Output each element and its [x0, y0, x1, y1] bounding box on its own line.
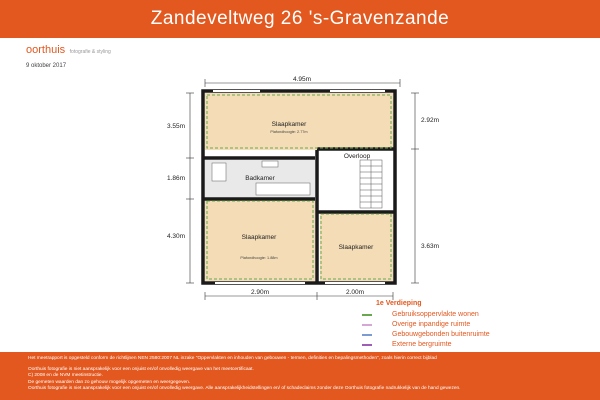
- dim-left-top: 3.55m: [166, 123, 186, 130]
- label-slaapkamer-right: Slaapkamer: [338, 244, 374, 251]
- dim-left-bottom: 4.30m: [166, 233, 186, 240]
- dim-bottom-left: 2.90m: [250, 289, 270, 296]
- footer-banner: [0, 352, 600, 400]
- footer-line-1: Het meetrapport is opgesteld conform de richtlijnen NEN 2580:2007 NL inzake "Oppervlakten en inhouden van gebouwen - termen, definities en bepalingsmethoden", zoals hierin correct bijblad: [28, 356, 437, 361]
- footer-line-2: Oorthuis fotografie is niet aansprakelijk voor een onjuist en/of onvolledig weergave van het meetcertificaat.: [28, 367, 254, 372]
- dim-top-width: 4.95m: [292, 76, 312, 83]
- legend-label-0: Gebruiksoppervlakte wonen: [392, 311, 479, 318]
- dim-right-bottom: 3.63m: [420, 243, 440, 250]
- page-title: Zandeveltweg 26 's-Gravenzande: [150, 8, 450, 29]
- legend-swatch-3: [362, 344, 372, 346]
- dim-left-mid: 1.86m: [166, 175, 186, 182]
- legend-swatch-1: [362, 324, 372, 326]
- date-label: 9 oktober 2017: [26, 63, 67, 69]
- legend-item-bergruimte: [356, 341, 596, 351]
- legend-label-3: Externe bergruimte: [392, 341, 452, 348]
- legend: [356, 300, 596, 351]
- label-slaapkamer-top-height: Plafondhoogte: 2.77m: [270, 130, 308, 134]
- logo-brand: oorthuis: [26, 44, 66, 56]
- legend-label-1: Overige inpandige ruimte: [392, 321, 471, 328]
- footer-line-3: C) 2008 en de NVM meetinstructie.: [28, 373, 103, 378]
- label-slaapkamer-top: Slaapkamer: [271, 121, 307, 128]
- legend-floor-label: 1e Verdieping: [376, 300, 422, 307]
- legend-item-buitenruimte: [356, 331, 596, 341]
- label-overloop: Overloop: [343, 153, 371, 160]
- label-slaapkamer-left: Slaapkamer: [241, 234, 277, 241]
- legend-swatch-2: [362, 334, 372, 336]
- footer-line-4: De gemeten waarden dan zo gehouw mogelijk opgemeten en weergegeven.: [28, 380, 191, 385]
- logo-tagline: fotografie & styling: [69, 49, 111, 55]
- legend-label-2: Gebouwgebonden buitenruimte: [392, 331, 490, 338]
- footer-line-5: Oorthuis fotografie is niet aansprakelijk voor een onjuist en/of onvolledig weergave. Alle aansprakelijkheidstellingen en/ of schadeclaims zonder deze Oorthuis fotografie nadrukkelijk van de hand gewezen.: [28, 386, 461, 391]
- label-slaapkamer-left-height: Plafondhoogte: 1.88m: [240, 256, 278, 260]
- dim-bottom-right: 2.00m: [345, 289, 365, 296]
- legend-item-gebruiksoppervlakte: [356, 311, 596, 321]
- legend-swatch-0: [362, 314, 372, 316]
- dim-right-top: 2.92m: [420, 117, 440, 124]
- label-badkamer: Badkamer: [245, 175, 275, 182]
- legend-item-overige: [356, 321, 596, 331]
